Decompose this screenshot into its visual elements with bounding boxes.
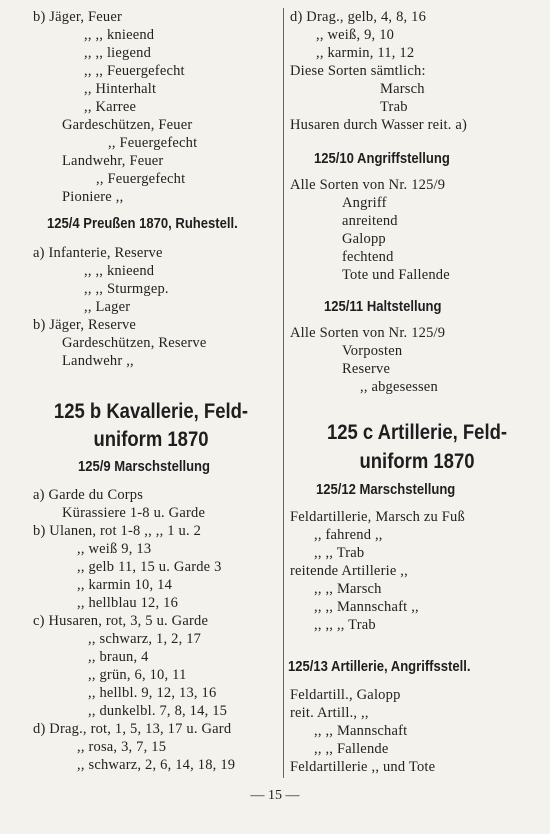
text-line: ,, gelb 11, 15 u. Garde 3 [77, 559, 222, 575]
text-line: Angriff [342, 195, 387, 211]
text-line: ,, Feuergefecht [108, 135, 198, 151]
text-line: Feldartillerie ,, und Tote [290, 759, 436, 775]
column-divider [283, 8, 284, 778]
text-line: ,, grün, 6, 10, 11 [88, 667, 187, 683]
text-line: anreitend [342, 213, 398, 229]
text-line: ,, ,, Sturmgep. [84, 281, 169, 297]
text-line: Landwehr, Feuer [62, 153, 164, 169]
text-line: ,, Hinterhalt [84, 81, 157, 97]
page-number: — 15 — [250, 788, 300, 803]
text-line: Kürassiere 1-8 u. Garde [62, 505, 206, 521]
text-line: ,, hellblau 12, 16 [77, 595, 179, 611]
text-line: ,, hellbl. 9, 12, 13, 16 [88, 685, 217, 701]
text-line: fechtend [342, 249, 394, 265]
text-line: Husaren durch Wasser reit. a) [290, 117, 468, 133]
text-line: Gardeschützen, Reserve [62, 335, 207, 351]
text-line: ,, ,, Mannschaft [314, 723, 408, 739]
text-line: ,, weiß 9, 13 [77, 541, 152, 557]
text-line: ,, Feuergefecht [96, 171, 186, 187]
section-heading: 125/12 Marschstellung [316, 482, 456, 498]
section-heading: 125/11 Haltstellung [324, 299, 442, 315]
text-line: Trab [380, 99, 408, 115]
text-line: Alle Sorten von Nr. 125/9 [290, 325, 446, 341]
text-line: ,, ,, Trab [314, 545, 365, 561]
chapter-heading: uniform 1870 [359, 450, 475, 473]
text-line: Vorposten [342, 343, 403, 359]
text-line: ,, ,, Fallende [314, 741, 389, 757]
section-heading: 125/13 Artillerie, Angriffsstell. [288, 659, 471, 675]
text-line: ,, karmin, 11, 12 [316, 45, 415, 61]
text-line: ,, schwarz, 1, 2, 17 [88, 631, 202, 647]
text-line: ,, Lager [84, 299, 131, 315]
text-line: ,, dunkelbl. 7, 8, 14, 15 [88, 703, 228, 719]
text-line: b) Ulanen, rot 1-8 ,, ,, 1 u. 2 [33, 523, 202, 539]
text-line: b) Jäger, Reserve [33, 317, 137, 333]
text-line: ,, weiß, 9, 10 [316, 27, 395, 43]
text-line: reitende Artillerie ,, [290, 563, 408, 579]
text-line: ,, abgesessen [360, 379, 438, 395]
text-line: Tote und Fallende [342, 267, 450, 283]
text-line: ,, ,, Feuergefecht [84, 63, 185, 79]
text-line: ,, fahrend ,, [314, 527, 383, 543]
text-line: Alle Sorten von Nr. 125/9 [290, 177, 446, 193]
text-line: b) Jäger, Feuer [33, 9, 122, 25]
text-line: d) Drag., rot, 1, 5, 13, 17 u. Gard [33, 721, 232, 737]
text-line: ,, rosa, 3, 7, 15 [77, 739, 167, 755]
text-line: a) Garde du Corps [33, 487, 144, 503]
text-line: ,, ,, ,, Trab [314, 617, 376, 633]
text-line: Feldartillerie, Marsch zu Fuß [290, 509, 465, 525]
text-line: d) Drag., gelb, 4, 8, 16 [290, 9, 427, 25]
text-line: c) Husaren, rot, 3, 5 u. Garde [33, 613, 209, 629]
section-heading: 125/4 Preußen 1870, Ruhestell. [47, 216, 238, 232]
text-line: a) Infanterie, Reserve [33, 245, 163, 261]
text-line: Feldartill., Galopp [290, 687, 401, 703]
text-line: ,, Karree [84, 99, 137, 115]
text-line: ,, ,, liegend [84, 45, 152, 61]
section-heading: 125/9 Marschstellung [78, 459, 211, 475]
chapter-heading: uniform 1870 [93, 428, 209, 451]
text-line: Pioniere ,, [62, 189, 124, 205]
text-line: ,, braun, 4 [88, 649, 149, 665]
text-line: ,, schwarz, 2, 6, 14, 18, 19 [77, 757, 236, 773]
text-line: Marsch [380, 81, 425, 97]
text-line: reit. Artill., ,, [290, 705, 369, 721]
section-heading: 125/10 Angriffstellung [314, 151, 450, 167]
text-line: Landwehr ,, [62, 353, 134, 369]
text-line: ,, ,, Marsch [314, 581, 382, 597]
text-line: ,, karmin 10, 14 [77, 577, 173, 593]
text-line: ,, ,, knieend [84, 27, 155, 43]
text-line: Gardeschützen, Feuer [62, 117, 193, 133]
chapter-heading: 125 c Artillerie, Feld- [326, 421, 508, 444]
text-line: Diese Sorten sämtlich: [290, 63, 426, 79]
chapter-heading: 125 b Kavallerie, Feld- [53, 400, 249, 423]
text-line: ,, ,, knieend [84, 263, 155, 279]
text-line: Reserve [342, 361, 391, 377]
text-line: Galopp [342, 231, 386, 247]
text-line: ,, ,, Mannschaft ,, [314, 599, 419, 615]
